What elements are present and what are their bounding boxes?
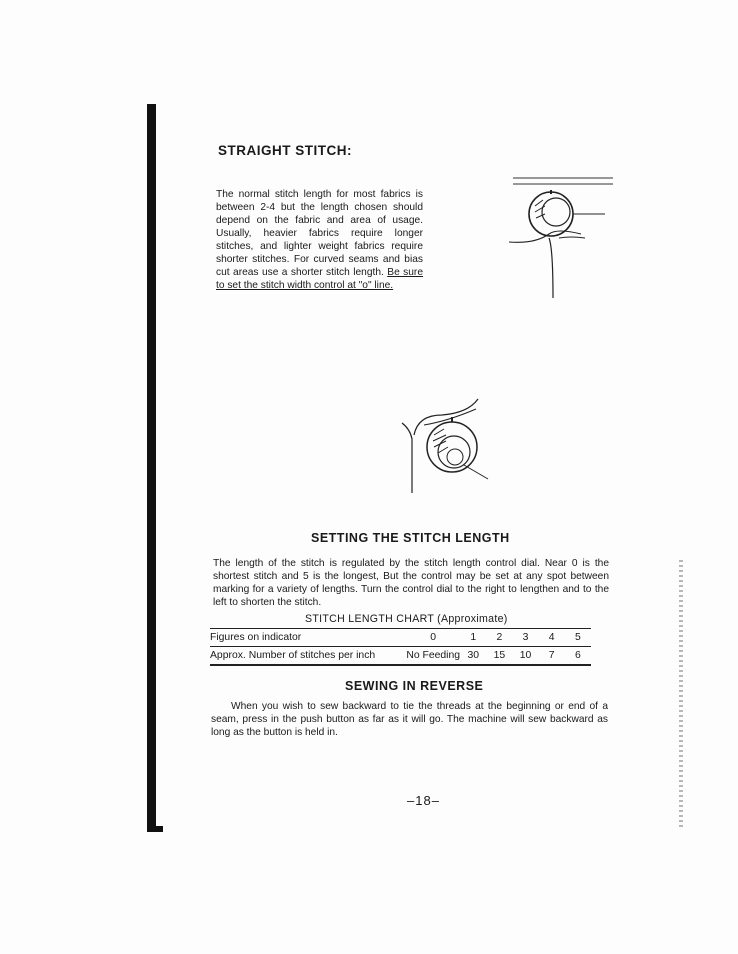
stitch-width-dial-illustration [505,168,620,300]
stitch-length-dial-illustration [398,395,492,497]
chart-cell: 0 [430,632,437,643]
chart-cell: 3 [522,632,529,643]
chart-cell: 30 [467,650,480,661]
straight-stitch-body [216,188,423,292]
sewing-in-reverse-heading: SEWING IN REVERSE [345,679,484,693]
chart-row-label: Figures on indicator [210,632,302,643]
chart-row-indicator [210,629,591,647]
chart-cell: 1 [470,632,477,643]
chart-cell: 10 [519,650,532,661]
sewing-in-reverse-body: When you wish to sew backward to tie the threads at the beginning or end of a seam, press in the push button as far as it will go. The machine will sew backward as long as the button is held in. [211,701,608,738]
chart-cell: 4 [548,632,555,643]
chart-cell: 2 [496,632,503,643]
setting-stitch-length-heading: SETTING THE STITCH LENGTH [311,531,510,545]
page-number: –18– [407,793,440,808]
chart-cell: 15 [493,650,506,661]
chart-cell: No Feeding [406,650,461,661]
chart-row-label: Approx. Number of stitches per inch [210,650,376,661]
stitch-length-chart-title: STITCH LENGTH CHART (Approximate) [305,613,508,625]
chart-cell: 7 [548,650,555,661]
page-binding-edge [147,104,156,832]
stitch-width-note: Be sure to set the stitch width control at "o" line. [216,267,423,291]
chart-cell: 6 [574,650,581,661]
chart-row-stitches [210,647,591,666]
straight-stitch-heading: STRAIGHT STITCH: [218,143,352,158]
straight-stitch-text: The normal stitch length for most fabrics is between 2-4 but the length chosen should depend on the fabric and area of usage. Usually, heavier fabrics require longer stitches, and lighter weight fabrics require shorter stitches. For curved seams and bias cut areas use a shorter stitch length. [216,189,423,278]
stitch-length-chart [210,628,591,666]
setting-stitch-length-body: The length of the stitch is regulated by the stitch length control dial. Near 0 is the shortest stitch and 5 is the longest, But the control may be set at any spot between marking for a variety of lengths. Turn the control dial to the right to lengthen and to the left to shorten the stitch. [213,558,609,608]
chart-cell: 5 [574,632,581,643]
page-right-edge-shadow [679,560,683,830]
page-binding-foot [147,826,163,832]
